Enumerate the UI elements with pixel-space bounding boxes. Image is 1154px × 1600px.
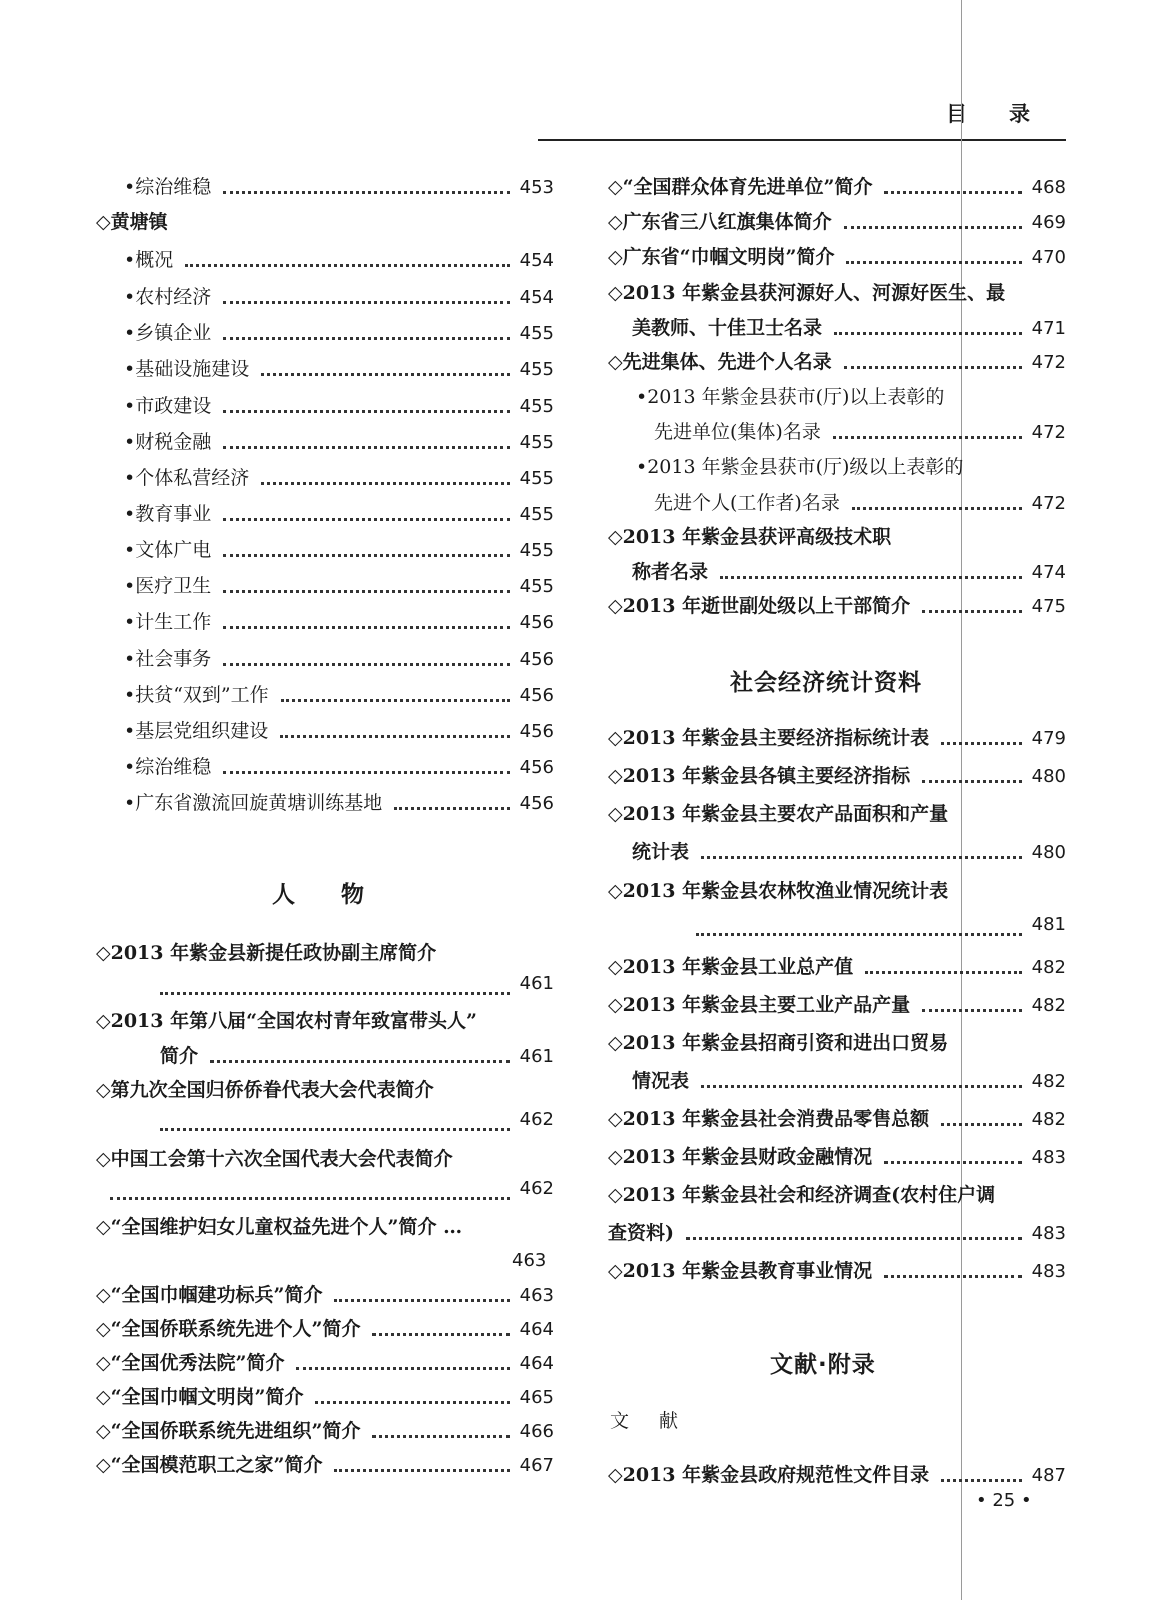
toc-entry-continuation: 简介 461 <box>160 1045 554 1067</box>
toc-entry-title: ◇第九次全国归侨侨眷代表大会代表简介 <box>96 1079 434 1101</box>
toc-entry-title: ◇2013 年紫金县新提任政协副主席简介 <box>96 942 437 964</box>
toc-entry: •综治维稳 453 <box>124 176 554 198</box>
toc-entry: ◇2013 年紫金县政府规范性文件目录 487 <box>608 1464 1066 1486</box>
toc-entry: •个体私营经济 455 <box>124 467 554 489</box>
toc-entry-title: •2013 年紫金县获市(厅)以上表彰的 <box>636 386 945 408</box>
toc-entry: ◇“全国群众体育先进单位”简介 468 <box>608 176 1066 198</box>
toc-entry-title: ◇2013 年紫金县社会和经济调查(农村住户调 <box>608 1184 996 1206</box>
toc-entry-title: ◇“全国维护妇女儿童权益先进个人”简介 … <box>96 1216 463 1238</box>
toc-entry: •扶贫“双到”工作 456 <box>124 684 554 706</box>
section-title-statistics: 社会经济统计资料 <box>730 670 922 696</box>
toc-entry: ◇2013 年紫金县工业总产值 482 <box>608 956 1066 978</box>
section-title-people: 人物 <box>272 882 410 908</box>
toc-entry: •概况 454 <box>124 249 554 271</box>
toc-entry: •文体广电 455 <box>124 539 554 561</box>
toc-entry: ◇先进集体、先进个人名录 472 <box>608 351 1066 373</box>
toc-entry: ◇2013 年紫金县主要经济指标统计表 479 <box>608 727 1066 749</box>
toc-entry: ◇“全国侨联系统先进组织”简介 466 <box>96 1420 554 1442</box>
toc-entry-title: ◇2013 年紫金县农林牧渔业情况统计表 <box>608 880 949 902</box>
toc-entry: ◇“全国侨联系统先进个人”简介 464 <box>96 1318 554 1340</box>
toc-entry: ◇“全国巾帼文明岗”简介 465 <box>96 1386 554 1408</box>
toc-entry-title: ◇2013 年紫金县获河源好人、河源好医生、最 <box>608 282 1006 304</box>
toc-heading-huangtang: ◇黄塘镇 <box>96 211 168 233</box>
toc-entry-continuation: 481 <box>696 914 1066 944</box>
toc-entry: ◇“全国模范职工之家”简介 467 <box>96 1454 554 1476</box>
toc-entry: ◇2013 年紫金县财政金融情况 483 <box>608 1146 1066 1168</box>
toc-entry: •医疗卫生 455 <box>124 575 554 597</box>
toc-entry: ◇2013 年紫金县社会消费品零售总额 482 <box>608 1108 1066 1130</box>
toc-entry: •乡镇企业 455 <box>124 322 554 344</box>
toc-entry: ◇2013 年逝世副处级以上干部简介 475 <box>608 595 1066 617</box>
page-number: • 25 • <box>976 1490 1032 1511</box>
toc-entry: ◇2013 年紫金县教育事业情况 483 <box>608 1260 1066 1282</box>
toc-entry: •教育事业 455 <box>124 503 554 525</box>
header-rule <box>538 139 1066 141</box>
toc-entry-continuation: 先进单位(集体)名录 472 <box>654 421 1066 443</box>
toc-entry-page: 463 <box>512 1250 547 1271</box>
subsection-title-documents: 文献 <box>610 1410 709 1432</box>
toc-entry-continuation: 查资料) 483 <box>608 1222 1066 1244</box>
toc-entry-continuation: 462 <box>110 1178 554 1208</box>
toc-entry-title: ◇2013 年紫金县招商引资和进出口贸易 <box>608 1032 949 1054</box>
toc-entry: ◇广东省三八红旗集体简介 469 <box>608 211 1066 233</box>
toc-entry: •基层党组织建设 456 <box>124 720 554 742</box>
toc-entry-continuation: 称者名录 474 <box>632 561 1066 583</box>
section-title-documents: 文献·附录 <box>770 1352 876 1378</box>
toc-entry: •基础设施建设 455 <box>124 358 554 380</box>
toc-entry-title: ◇中国工会第十六次全国代表大会代表简介 <box>96 1148 453 1170</box>
toc-entry: •市政建设 455 <box>124 395 554 417</box>
toc-entry-title: •2013 年紫金县获市(厅)级以上表彰的 <box>636 456 964 478</box>
toc-entry: ◇广东省“巾帼文明岗”简介 470 <box>608 246 1066 268</box>
toc-entry: •计生工作 456 <box>124 611 554 633</box>
toc-entry-continuation: 462 <box>160 1109 554 1139</box>
toc-entry-title: ◇2013 年紫金县主要农产品面积和产量 <box>608 803 949 825</box>
toc-entry: •财税金融 455 <box>124 431 554 453</box>
toc-entry: ◇2013 年紫金县各镇主要经济指标 480 <box>608 765 1066 787</box>
toc-entry: ◇2013 年紫金县主要工业产品产量 482 <box>608 994 1066 1016</box>
toc-entry: •社会事务 456 <box>124 648 554 670</box>
toc-entry-continuation: 统计表 480 <box>632 841 1066 863</box>
toc-entry-continuation: 情况表 482 <box>632 1070 1066 1092</box>
toc-entry-title: ◇2013 年第八届“全国农村青年致富带头人” <box>96 1010 477 1032</box>
toc-entry: •综治维稳 456 <box>124 756 554 778</box>
toc-entry-continuation: 先进个人(工作者)名录 472 <box>654 492 1066 514</box>
toc-entry-title: ◇2013 年紫金县获评高级技术职 <box>608 526 892 548</box>
toc-entry: •农村经济 454 <box>124 286 554 308</box>
page-header-title: 目录 <box>946 101 1072 126</box>
toc-entry-continuation: 美教师、十佳卫士名录 471 <box>632 317 1066 339</box>
toc-entry: •广东省激流回旋黄塘训练基地 456 <box>124 792 554 814</box>
toc-entry-continuation: 461 <box>160 973 554 1003</box>
toc-entry: ◇“全国优秀法院”简介 464 <box>96 1352 554 1374</box>
page-fold-line <box>961 0 962 1600</box>
toc-entry: ◇“全国巾帼建功标兵”简介 463 <box>96 1284 554 1306</box>
